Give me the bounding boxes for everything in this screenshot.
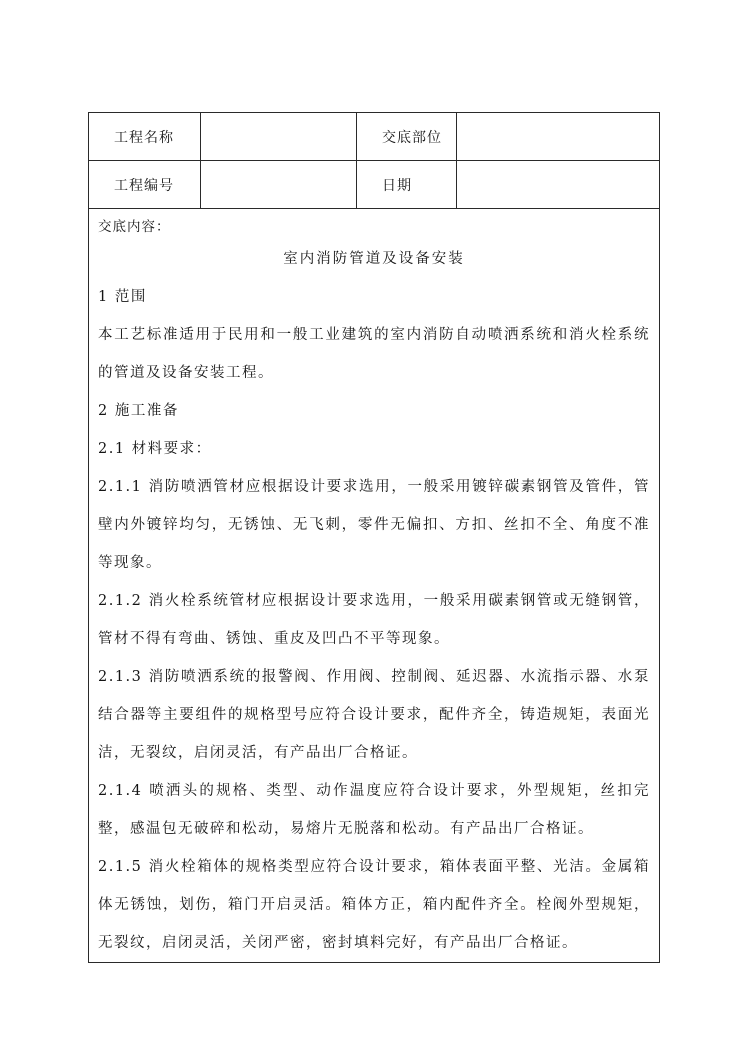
paragraph-prep-heading: 2 施工准备	[98, 403, 179, 419]
content-area	[89, 209, 660, 963]
paragraph-scope-heading: 1 范围	[98, 289, 147, 305]
info-table	[88, 112, 660, 963]
disclosure-part-value	[457, 113, 660, 161]
paragraph-2-1-1: 2.1.1 消防喷洒管材应根据设计要求选用，一般采用镀锌碳素钢管及管件，管壁内外镀锌均匀，无锈蚀、无飞刺，零件无偏扣、方扣、丝扣不全、角度不准等现象。	[98, 479, 650, 571]
info-table-row-1	[89, 113, 660, 161]
date-label: 日期	[357, 161, 457, 209]
project-name-label: 工程名称	[89, 113, 201, 161]
project-name-value	[201, 113, 357, 161]
document-title: 室内消防管道及设备安装	[283, 251, 465, 267]
paragraph-material-heading: 2.1 材料要求：	[98, 441, 212, 457]
date-value	[457, 161, 660, 209]
project-number-value	[201, 161, 357, 209]
info-table-row-2	[89, 161, 660, 209]
content-row	[89, 209, 660, 963]
paragraph-2-1-4: 2.1.4 喷洒头的规格、类型、动作温度应符合设计要求，外型规矩，丝扣完整，感温包无破碎和松动，易熔片无脱落和松动。有产品出厂合格证。	[98, 783, 650, 837]
paragraph-2-1-3: 2.1.3 消防喷洒系统的报警阀、作用阀、控制阀、延迟器、水流指示器、水泵结合器等主要组件的规格型号应符合设计要求，配件齐全，铸造规矩，表面光洁，无裂纹，启闭灵活，有产品出厂合格证。	[98, 669, 650, 761]
content-heading: 交底内容：	[98, 219, 171, 235]
paragraph-2-1-2: 2.1.2 消火栓系统管材应根据设计要求选用，一般采用碳素钢管或无缝钢管，管材不得有弯曲、锈蚀、重皮及凹凸不平等现象。	[98, 593, 650, 647]
project-number-label: 工程编号	[89, 161, 201, 209]
paragraph-2-1-5: 2.1.5 消火栓箱体的规格类型应符合设计要求，箱体表面平整、光洁。金属箱体无锈蚀，划伤，箱门开启灵活。箱体方正，箱内配件齐全。栓阀外型规矩，无裂纹，启闭灵活，关闭严密，密封填料完好，有产品出厂合格证。	[98, 859, 650, 951]
disclosure-document	[88, 112, 659, 963]
disclosure-part-label: 交底部位	[357, 113, 457, 161]
paragraph-scope-body: 本工艺标准适用于民用和一般工业建筑的室内消防自动喷洒系统和消火栓系统的管道及设备安装工程。	[98, 327, 650, 381]
